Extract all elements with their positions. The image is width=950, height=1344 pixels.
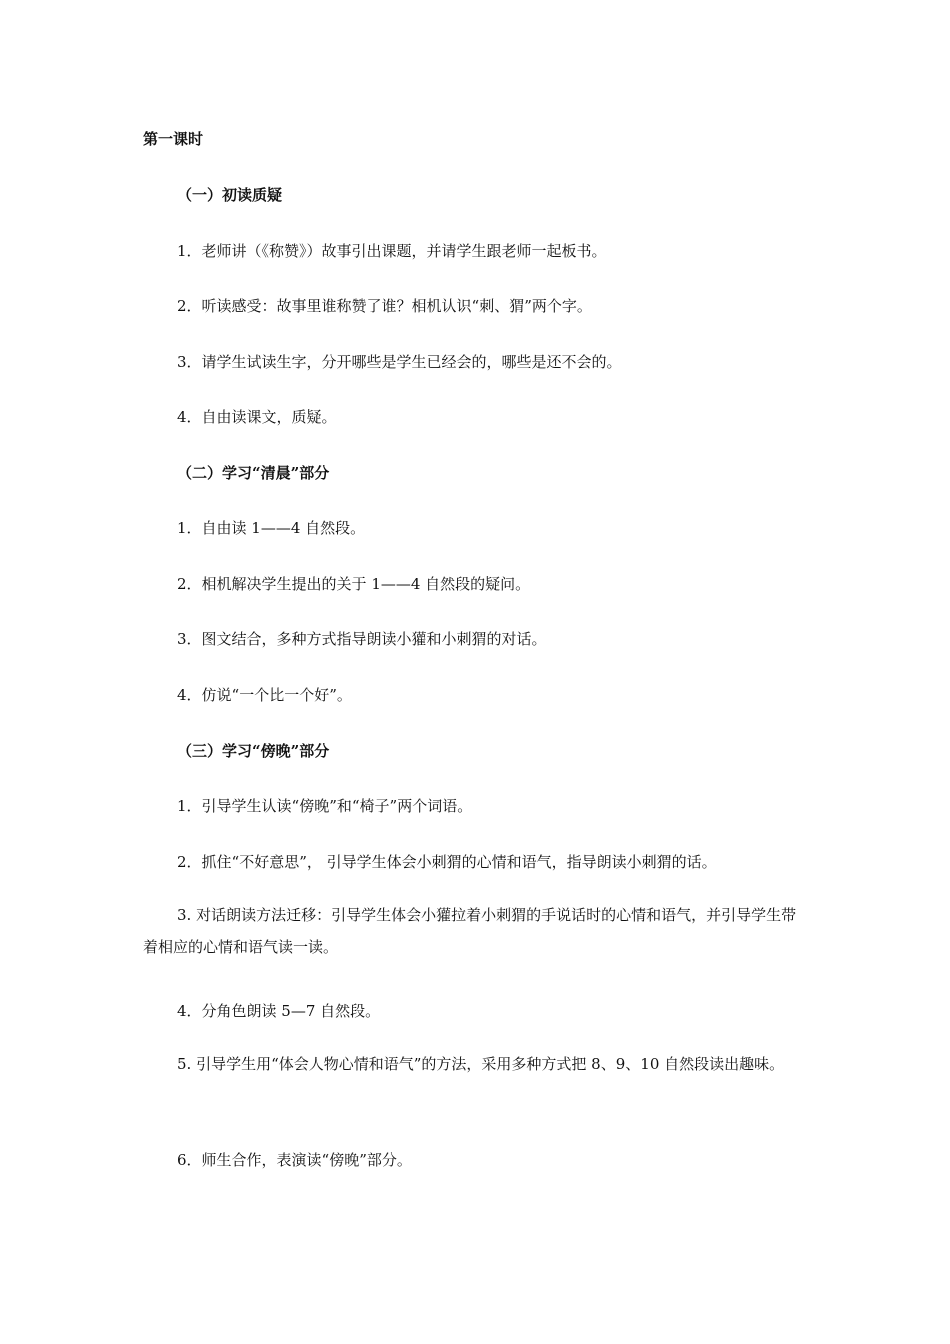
- list-item: 3．请学生试读生字，分开哪些是学生已经会的，哪些是还不会的。: [177, 353, 622, 371]
- list-item: 2．听读感受：故事里谁称赞了谁？相机认识“刺、猬”两个字。: [177, 297, 592, 315]
- section-heading-3: （三）学习“傍晚”部分: [177, 742, 330, 760]
- list-item: 2．相机解决学生提出的关于 1——4 自然段的疑问。: [177, 575, 531, 593]
- list-item: 4．仿说“一个比一个好”。: [177, 686, 352, 704]
- section-heading-2: （二）学习“清晨”部分: [177, 464, 330, 482]
- list-item: 4．分角色朗读 5—7 自然段。: [177, 1002, 381, 1020]
- list-item: 1．老师讲（《称赞》）故事引出课题，并请学生跟老师一起板书。: [177, 242, 607, 260]
- list-item: 1．引导学生认读“傍晚”和“椅子”两个词语。: [177, 797, 473, 815]
- lesson-title: 第一课时: [143, 130, 204, 148]
- list-item: 6．师生合作，表演读“傍晚”部分。: [177, 1151, 412, 1169]
- list-item: 4．自由读课文，质疑。: [177, 408, 337, 426]
- list-item: 2．抓住“不好意思”， 引导学生体会小刺猬的心情和语气，指导朗读小刺猬的话。: [177, 853, 717, 871]
- list-item: 3. 对话朗读方法迁移：引导学生体会小獾拉着小刺猬的手说话时的心情和语气，并引导学生带着相应的心情和语气读一读。: [143, 906, 797, 956]
- list-item: 3．图文结合，多种方式指导朗读小獾和小刺猬的对话。: [177, 630, 547, 648]
- section-heading-1: （一）初读质疑: [177, 186, 283, 204]
- list-item: 5. 引导学生用“体会人物心情和语气”的方法，采用多种方式把 8、9、10 自然段读出趣味。: [177, 1055, 785, 1073]
- list-item: 1．自由读 1——4 自然段。: [177, 519, 366, 537]
